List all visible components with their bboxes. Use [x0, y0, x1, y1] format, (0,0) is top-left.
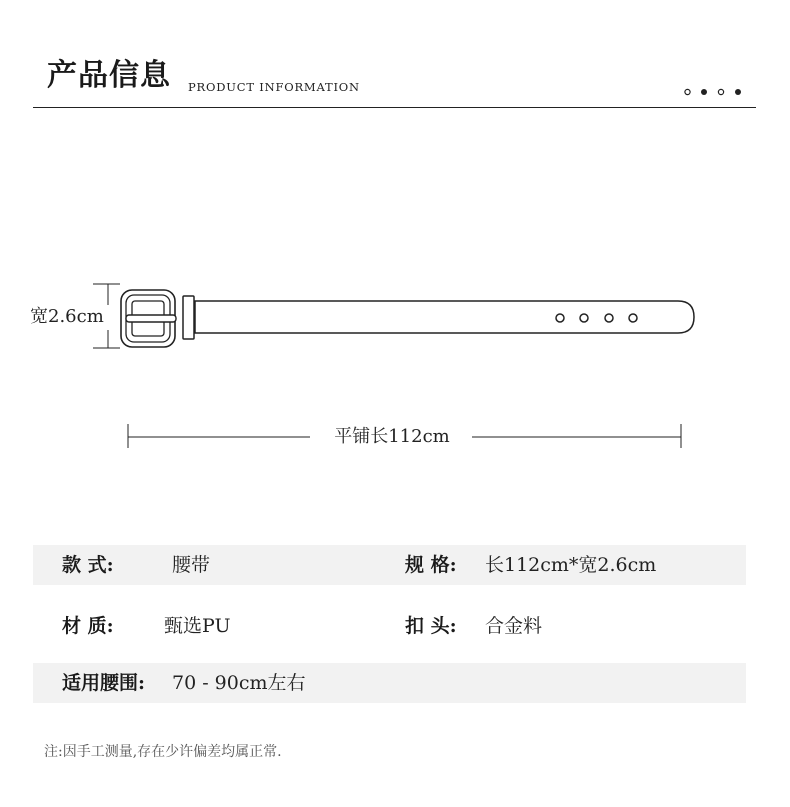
length-label: 平铺长112cm [334, 426, 450, 447]
material-label: 材 质: [62, 615, 114, 637]
size-value: 长112cm*宽2.6cm [485, 554, 657, 576]
spec-row-material-buckle [33, 606, 746, 646]
style-value: 腰带 [172, 554, 211, 576]
belt-buckle [121, 290, 176, 347]
waist-fit-label: 适用腰围: [62, 672, 146, 694]
material-value: 甄选PU [164, 615, 231, 637]
style-label: 款 式: [62, 554, 114, 576]
belt-strap [195, 301, 694, 333]
measurement-note: 注:因手工测量,存在少许偏差均属正常. [44, 744, 282, 760]
page-title: 产品信息 [47, 58, 171, 93]
buckle-value: 合金料 [485, 615, 543, 637]
size-label: 规 格: [405, 554, 457, 576]
waist-fit-value: 70 - 90cm左右 [172, 672, 306, 694]
spec-row-style-size [33, 545, 746, 585]
width-label: 宽2.6cm [30, 306, 104, 327]
spec-row-waist-fit [33, 663, 746, 703]
belt-keeper [183, 296, 194, 339]
page-subtitle: PRODUCT INFORMATION [188, 80, 360, 94]
buckle-label: 扣 头: [405, 615, 457, 637]
